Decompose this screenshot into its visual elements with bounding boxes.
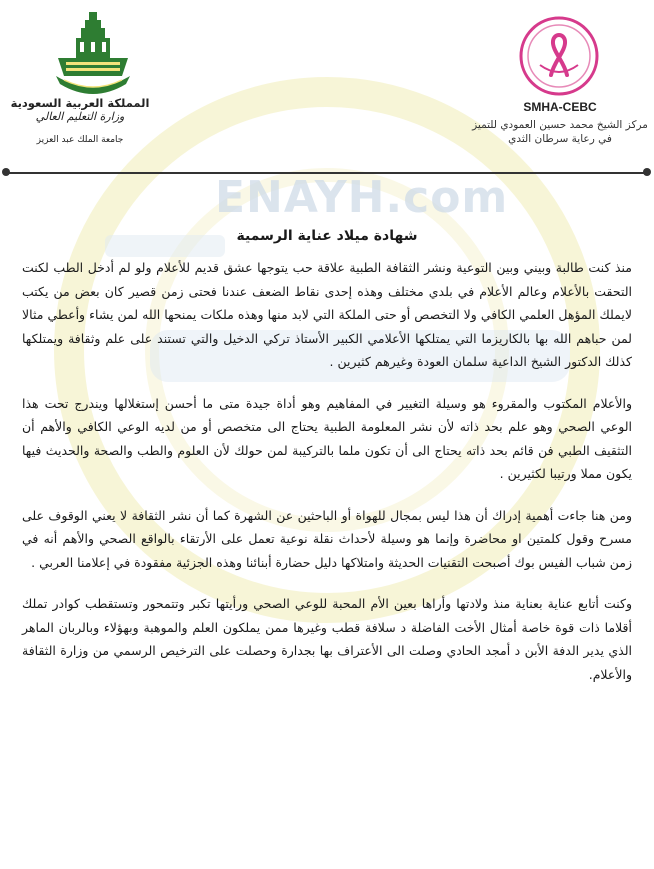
divider-dot-right: [643, 168, 651, 176]
letterhead: [0, 0, 654, 175]
university-name: جامعة الملك عبد العزيز: [36, 135, 124, 145]
center-name: مركز الشيخ محمد حسين العمودي للتميز: [472, 119, 648, 131]
watermark-site-text: ENAYH.com: [215, 172, 509, 223]
ministry-country: المملكة العربية السعودية: [10, 96, 150, 110]
header-divider: [8, 172, 649, 174]
paragraph: وكنت أتابع عناية بعناية منذ ولادتها وأراها بعين الأم المحبة للوعي الصحي ورأيتها تكبر وتتمحور وتستقطب كوادر تملك أقلاما ذات قوة خاصة أمثال الأخت الفاضلة د سلافة قطب وغيرها ممن يملكون العلم والموهبة وبهؤلاء وبالربان الماهر الذي يدير الدفة الأبن د أمجد الحادي وصلت الى الأعتراف بها بجدارة وحصلت على الترخيص الرسمي من وزارة الثقافة والأعلام.: [22, 596, 632, 682]
paragraph: منذ كنت طالبة وبيني وبين التوعية ونشر الثقافة الطبية علاقة حب يتوجها عشق قديم للأعلام ولو لم أدخل الطب لكنت التحقت بالأعلام وعالم الأعلام في بلدي مختلف وهذه إحدى نقاط الضعف عندنا فحتى زمن قصير كان بعض من يكتب لايملك المؤهل العلمي الكافي ولا التخصص أو حتى الملكة التي لابد منها وهذه ملكات يمنحها الله لمن يشاء وأعطي مثالا لمن حباهم الله بها بالكاريزما التي يمتلكها الأعلامي الكبير الأستاذ تركي الدخيل والتي تستند على علم وثقافة ويمتلكها كذلك الدكتور الشيخ الداعية سلمان العودة وغيرهم كثيرين .: [22, 260, 632, 369]
ministry-name: وزارة التعليم العالي: [35, 110, 125, 123]
document-body: [22, 256, 632, 704]
center-abbreviation: SMHA-CEBC: [523, 100, 597, 114]
center-logo-icon: [518, 15, 600, 97]
university-logo-icon: [52, 10, 134, 102]
paragraph: ومن هنا جاءت أهمية إدراك أن هذا ليس بمجال للهواة أو الباحثين عن الشهرة كما أن نشر الثقافة لا يعني الوقوف على مسرح وقول كلمتين او محاضرة وإنما هو وسيلة لأحداث نقلة نوعية تعمل على الأرتقاء بالواقع الصحي والأهم أنه في زمن شباب الفيس بوك أصبحت التقنيات الحديثة وامتلاكها دليل حضارة أبنائنا وهذه الجزئية مفقودة في إعلامنا العربي .: [22, 507, 632, 570]
center-subtitle: في رعاية سرطان الثدي: [508, 133, 612, 145]
document-title: شهادة ميلاد عناية الرسمية: [236, 228, 418, 244]
center-block: [470, 100, 650, 146]
ministry-block: [0, 96, 160, 147]
paragraph: والأعلام المكتوب والمقروء هو وسيلة التغيير في المفاهيم وهو أداة جيدة متى ما أحسن إستغلالها ويندرج تحت هذا الوعي الصحي وهو علم بحد ذاته لأن نشر المعلومة الطبية يحتاج الى متخصص أو من لديه الوعي الكافي والأهم أن التثقيف الطبي فن قائم بحد ذاته يحتاج الى أن تكون ملما بالتركيبة لمن حولك لأن العلوم والطب والصحة والحديث فيها يكون مملا ورتيبا لكثيرين .: [22, 395, 632, 481]
